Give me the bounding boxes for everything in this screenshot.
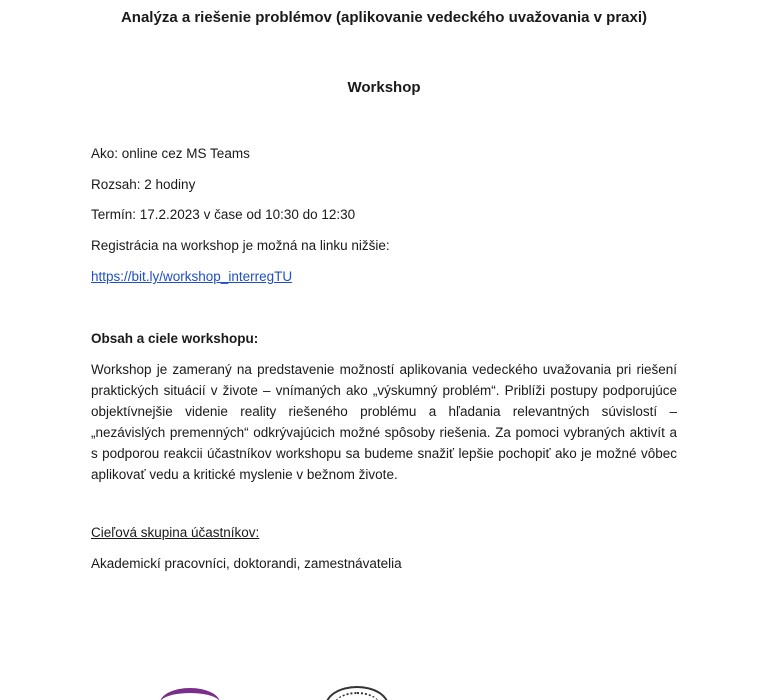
document-title: Analýza a riešenie problémov (aplikovanie vedeckého uvažovania v praxi): [120, 9, 648, 26]
detail-how: Ako: online cez MS Teams: [91, 146, 250, 161]
target-group-text: Akademickí pracovníci, doktorandi, zamestnávatelia: [91, 556, 402, 571]
detail-registration: Registrácia na workshop je možná na linku nižšie:: [91, 238, 390, 253]
seal-inner-ring: [333, 692, 381, 700]
detail-date: Termín: 17.2.2023 v čase od 10:30 do 12:30: [91, 207, 356, 222]
document-subtitle: Workshop: [347, 79, 421, 96]
seal-logo-icon: [325, 686, 389, 700]
registration-link[interactable]: https://bit.ly/workshop_interregTU: [91, 269, 293, 284]
target-group-heading: Cieľová skupina účastníkov:: [91, 525, 260, 540]
detail-duration: Rozsah: 2 hodiny: [91, 177, 196, 192]
university-logo-icon: [160, 688, 220, 700]
content-heading: Obsah a ciele workshopu:: [91, 331, 259, 346]
content-paragraph: Workshop je zameraný na predstavenie možností aplikovania vedeckého uvažovania pri riešení praktických situácií v živote – vnímaných ako „výskumný problém“. Priblíži postupy podporujúce objektívnejšie videnie reality riešeného problému a hľadania relevantných súvislostí – „nezávislých premenných“ odkrývajúcich možné spôsoby riešenia. Za pomoci vybraných aktivít a s podporou reakcii účastníkov workshopu sa budeme snažiť lepšie pochopiť ako je možné vôbec aplikovať vedu a kritické myslenie v bežnom živote.: [91, 362, 677, 482]
